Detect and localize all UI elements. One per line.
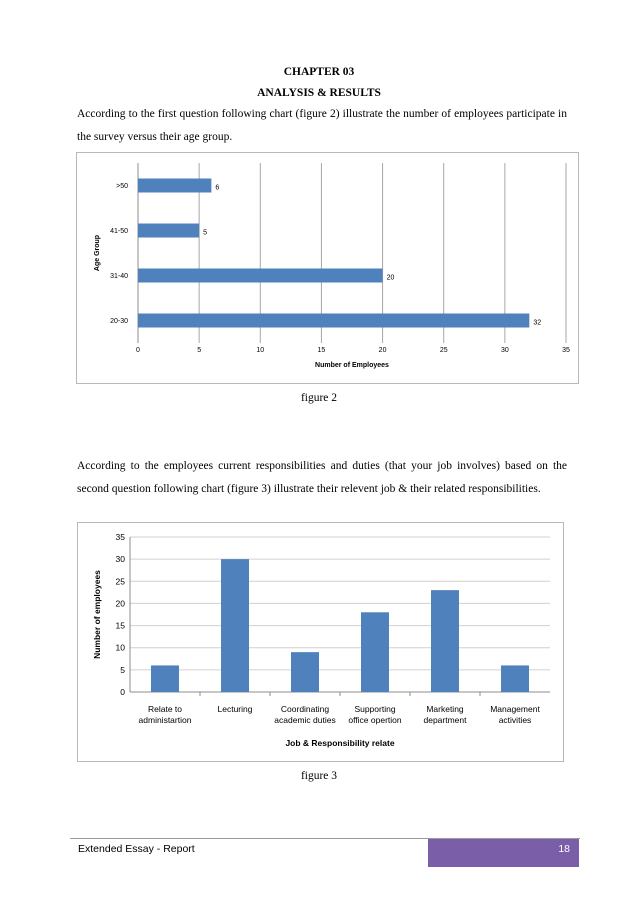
y-category-label: 20-30 xyxy=(110,318,128,325)
data-label: 20 xyxy=(386,274,395,282)
y-tick-label: 5 xyxy=(120,664,125,675)
x-category-label: academic duties xyxy=(274,715,336,725)
bar xyxy=(151,665,179,692)
bar xyxy=(138,179,211,193)
bar xyxy=(361,612,389,692)
x-tick-label: 30 xyxy=(500,347,509,354)
x-category-label: administartion xyxy=(138,715,192,725)
figure3-caption: figure 3 xyxy=(300,770,338,782)
bar xyxy=(138,314,529,328)
x-category-label: Management xyxy=(490,704,540,714)
x-tick-label: 15 xyxy=(317,347,326,354)
y-axis-title: Age Group xyxy=(94,234,101,272)
y-tick-label: 0 xyxy=(120,687,125,697)
bar xyxy=(138,269,383,283)
x-category-label: Coordinating xyxy=(280,704,330,714)
paragraph-figure3-intro: According to the employees current responsibilities and duties (that your job involves) based on the second question following chart (figure 3) illustrate their relevent job & their related responsibilities. xyxy=(77,460,567,495)
job-responsibility-bar-chart xyxy=(78,523,563,761)
footer-title: Extended Essay - Report xyxy=(78,843,195,855)
x-tick-label: 35 xyxy=(562,347,570,354)
figure3-chart xyxy=(77,522,564,762)
x-category-label: Marketing xyxy=(426,704,464,714)
y-category-label: 41-50 xyxy=(110,228,128,235)
y-category-label: >50 xyxy=(116,183,128,190)
x-category-label: department xyxy=(423,715,467,725)
paragraph-figure2-intro: According to the first question following chart (figure 2) illustrate the number of employees participate in the survey versus their age group. xyxy=(77,108,567,143)
bar xyxy=(291,652,319,692)
chapter-title: ANALYSIS & RESULTS xyxy=(257,87,381,99)
y-tick-label: 15 xyxy=(115,620,125,631)
x-tick-label: 10 xyxy=(256,347,265,354)
x-category-label: activities xyxy=(498,715,532,725)
data-label: 32 xyxy=(533,319,542,327)
y-tick-label: 20 xyxy=(115,598,125,609)
x-axis-title: Number of Employees xyxy=(315,362,389,369)
y-tick-label: 30 xyxy=(115,554,125,565)
page-number: 18 xyxy=(558,843,570,855)
x-tick-label: 25 xyxy=(439,347,448,354)
data-label: 5 xyxy=(203,229,208,237)
bar xyxy=(221,559,249,692)
figure2-chart xyxy=(76,152,579,384)
x-tick-label: 0 xyxy=(136,347,140,354)
bar xyxy=(431,590,459,692)
age-group-bar-chart xyxy=(77,153,578,383)
x-category-label: Lecturing xyxy=(217,704,253,714)
x-category-label: Supporting xyxy=(354,704,396,714)
x-tick-label: 20 xyxy=(378,347,387,354)
bar xyxy=(138,224,199,238)
y-category-label: 31-40 xyxy=(110,273,128,280)
data-label: 6 xyxy=(215,184,220,192)
y-tick-label: 10 xyxy=(115,642,125,653)
y-axis-title: Number of employees xyxy=(92,570,102,659)
x-axis-title: Job & Responsibility relate xyxy=(285,738,395,748)
figure2-caption: figure 2 xyxy=(300,392,338,404)
y-tick-label: 35 xyxy=(115,532,125,542)
x-tick-label: 5 xyxy=(197,347,202,354)
x-category-label: Relate to xyxy=(147,704,183,714)
bar xyxy=(501,665,529,692)
chapter-number: CHAPTER 03 xyxy=(283,66,355,78)
x-category-label: office opertion xyxy=(348,715,402,725)
y-tick-label: 25 xyxy=(115,576,125,587)
